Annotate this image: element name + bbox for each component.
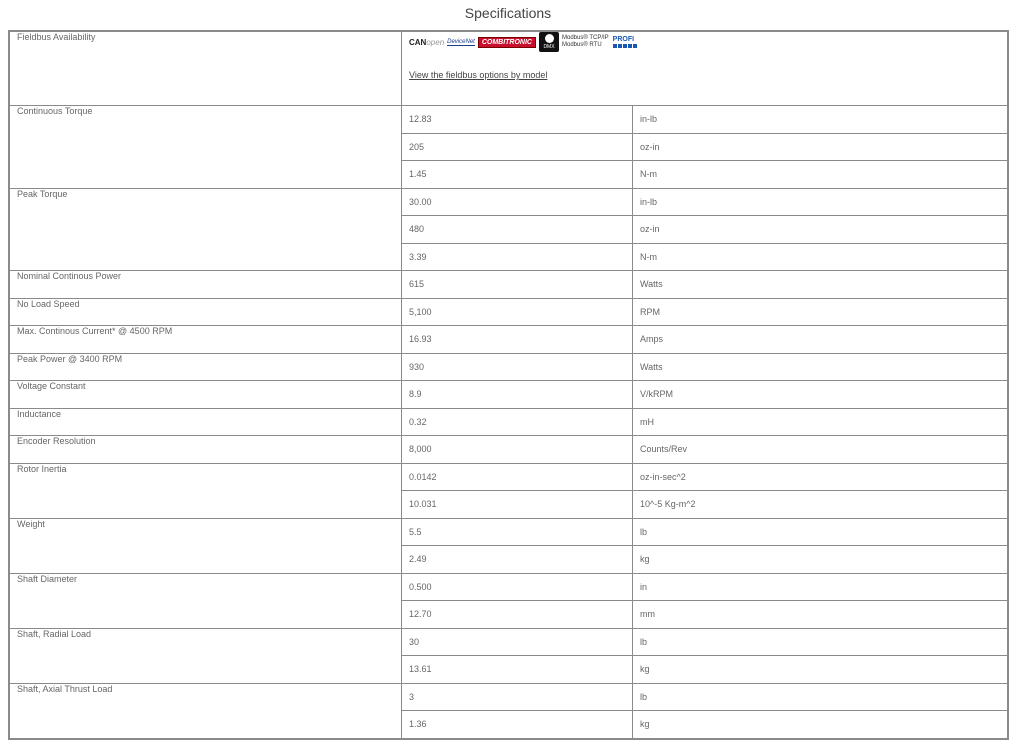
spec-unit: in-lb <box>633 106 1009 134</box>
spec-label: No Load Speed <box>9 298 402 326</box>
spec-label: Shaft Diameter <box>9 573 402 628</box>
spec-value: 12.83 <box>402 106 633 134</box>
spec-value: 205 <box>402 133 633 161</box>
spec-unit: kg <box>633 546 1009 574</box>
spec-value: 10.031 <box>402 491 633 519</box>
spec-unit: mH <box>633 408 1009 436</box>
profibus-logo: PROFI <box>613 36 637 48</box>
spec-unit: Watts <box>633 271 1009 299</box>
combitronic-logo: COMBITRONIC <box>478 37 536 48</box>
spec-unit: Amps <box>633 326 1009 354</box>
spec-label: Continuous Torque <box>9 106 402 189</box>
spec-label: Max. Continous Current* @ 4500 RPM <box>9 326 402 354</box>
dmx-logo: DMX <box>539 32 559 52</box>
spec-unit: oz-in-sec^2 <box>633 463 1009 491</box>
spec-unit: V/kRPM <box>633 381 1009 409</box>
spec-value: 615 <box>402 271 633 299</box>
fieldbus-cell <box>402 31 1009 106</box>
table-row <box>9 381 1008 409</box>
spec-value: 8,000 <box>402 436 633 464</box>
spec-label: Shaft, Radial Load <box>9 628 402 683</box>
spec-label: Nominal Continous Power <box>9 271 402 299</box>
spec-unit: N-m <box>633 243 1009 271</box>
table-row <box>9 573 1008 601</box>
spec-unit: oz-in <box>633 133 1009 161</box>
spec-value: 5.5 <box>402 518 633 546</box>
spec-value: 0.32 <box>402 408 633 436</box>
table-row <box>9 353 1008 381</box>
spec-value: 30 <box>402 628 633 656</box>
spec-unit: lb <box>633 518 1009 546</box>
spec-unit: kg <box>633 711 1009 739</box>
spec-label: Encoder Resolution <box>9 436 402 464</box>
fieldbus-logos <box>409 32 1000 52</box>
spec-unit: lb <box>633 628 1009 656</box>
specifications-table <box>8 30 1009 740</box>
spec-value: 3.39 <box>402 243 633 271</box>
spec-value: 12.70 <box>402 601 633 629</box>
table-row <box>9 188 1008 216</box>
spec-value: 30.00 <box>402 188 633 216</box>
spec-unit: kg <box>633 656 1009 684</box>
modbus-logo: Modbus® TCP/IP Modbus® RTU <box>562 35 609 48</box>
spec-label: Voltage Constant <box>9 381 402 409</box>
spec-value: 0.500 <box>402 573 633 601</box>
spec-unit: lb <box>633 683 1009 711</box>
devicenet-logo: DeviceNet <box>447 38 475 45</box>
spec-value: 3 <box>402 683 633 711</box>
page-title: Specifications <box>464 5 552 21</box>
table-row <box>9 408 1008 436</box>
spec-value: 2.49 <box>402 546 633 574</box>
canopen-logo: CANopen <box>409 37 445 47</box>
table-row <box>9 683 1008 711</box>
spec-value: 13.61 <box>402 656 633 684</box>
spec-unit: RPM <box>633 298 1009 326</box>
spec-value: 5,100 <box>402 298 633 326</box>
spec-unit: in <box>633 573 1009 601</box>
fieldbus-options-link[interactable]: View the fieldbus options by model <box>409 70 548 80</box>
table-row <box>9 628 1008 656</box>
spec-value: 0.0142 <box>402 463 633 491</box>
table-row <box>9 298 1008 326</box>
spec-unit: Watts <box>633 353 1009 381</box>
spec-value: 8.9 <box>402 381 633 409</box>
spec-unit: oz-in <box>633 216 1009 244</box>
table-row <box>9 463 1008 491</box>
spec-label: Rotor Inertia <box>9 463 402 518</box>
spec-label: Shaft, Axial Thrust Load <box>9 683 402 739</box>
spec-label: Weight <box>9 518 402 573</box>
spec-value: 1.45 <box>402 161 633 189</box>
spec-unit: N-m <box>633 161 1009 189</box>
spec-unit: in-lb <box>633 188 1009 216</box>
table-row <box>9 326 1008 354</box>
table-row <box>9 271 1008 299</box>
spec-label: Inductance <box>9 408 402 436</box>
spec-unit: 10^-5 Kg-m^2 <box>633 491 1009 519</box>
spec-label: Peak Power @ 3400 RPM <box>9 353 402 381</box>
fieldbus-label: Fieldbus Availability <box>9 31 402 106</box>
spec-unit: Counts/Rev <box>633 436 1009 464</box>
table-row <box>9 106 1008 134</box>
spec-label: Peak Torque <box>9 188 402 271</box>
table-row <box>9 518 1008 546</box>
spec-value: 16.93 <box>402 326 633 354</box>
spec-value: 480 <box>402 216 633 244</box>
table-row <box>9 436 1008 464</box>
spec-unit: mm <box>633 601 1009 629</box>
spec-value: 1.36 <box>402 711 633 739</box>
table-row-fieldbus <box>9 31 1008 106</box>
spec-value: 930 <box>402 353 633 381</box>
